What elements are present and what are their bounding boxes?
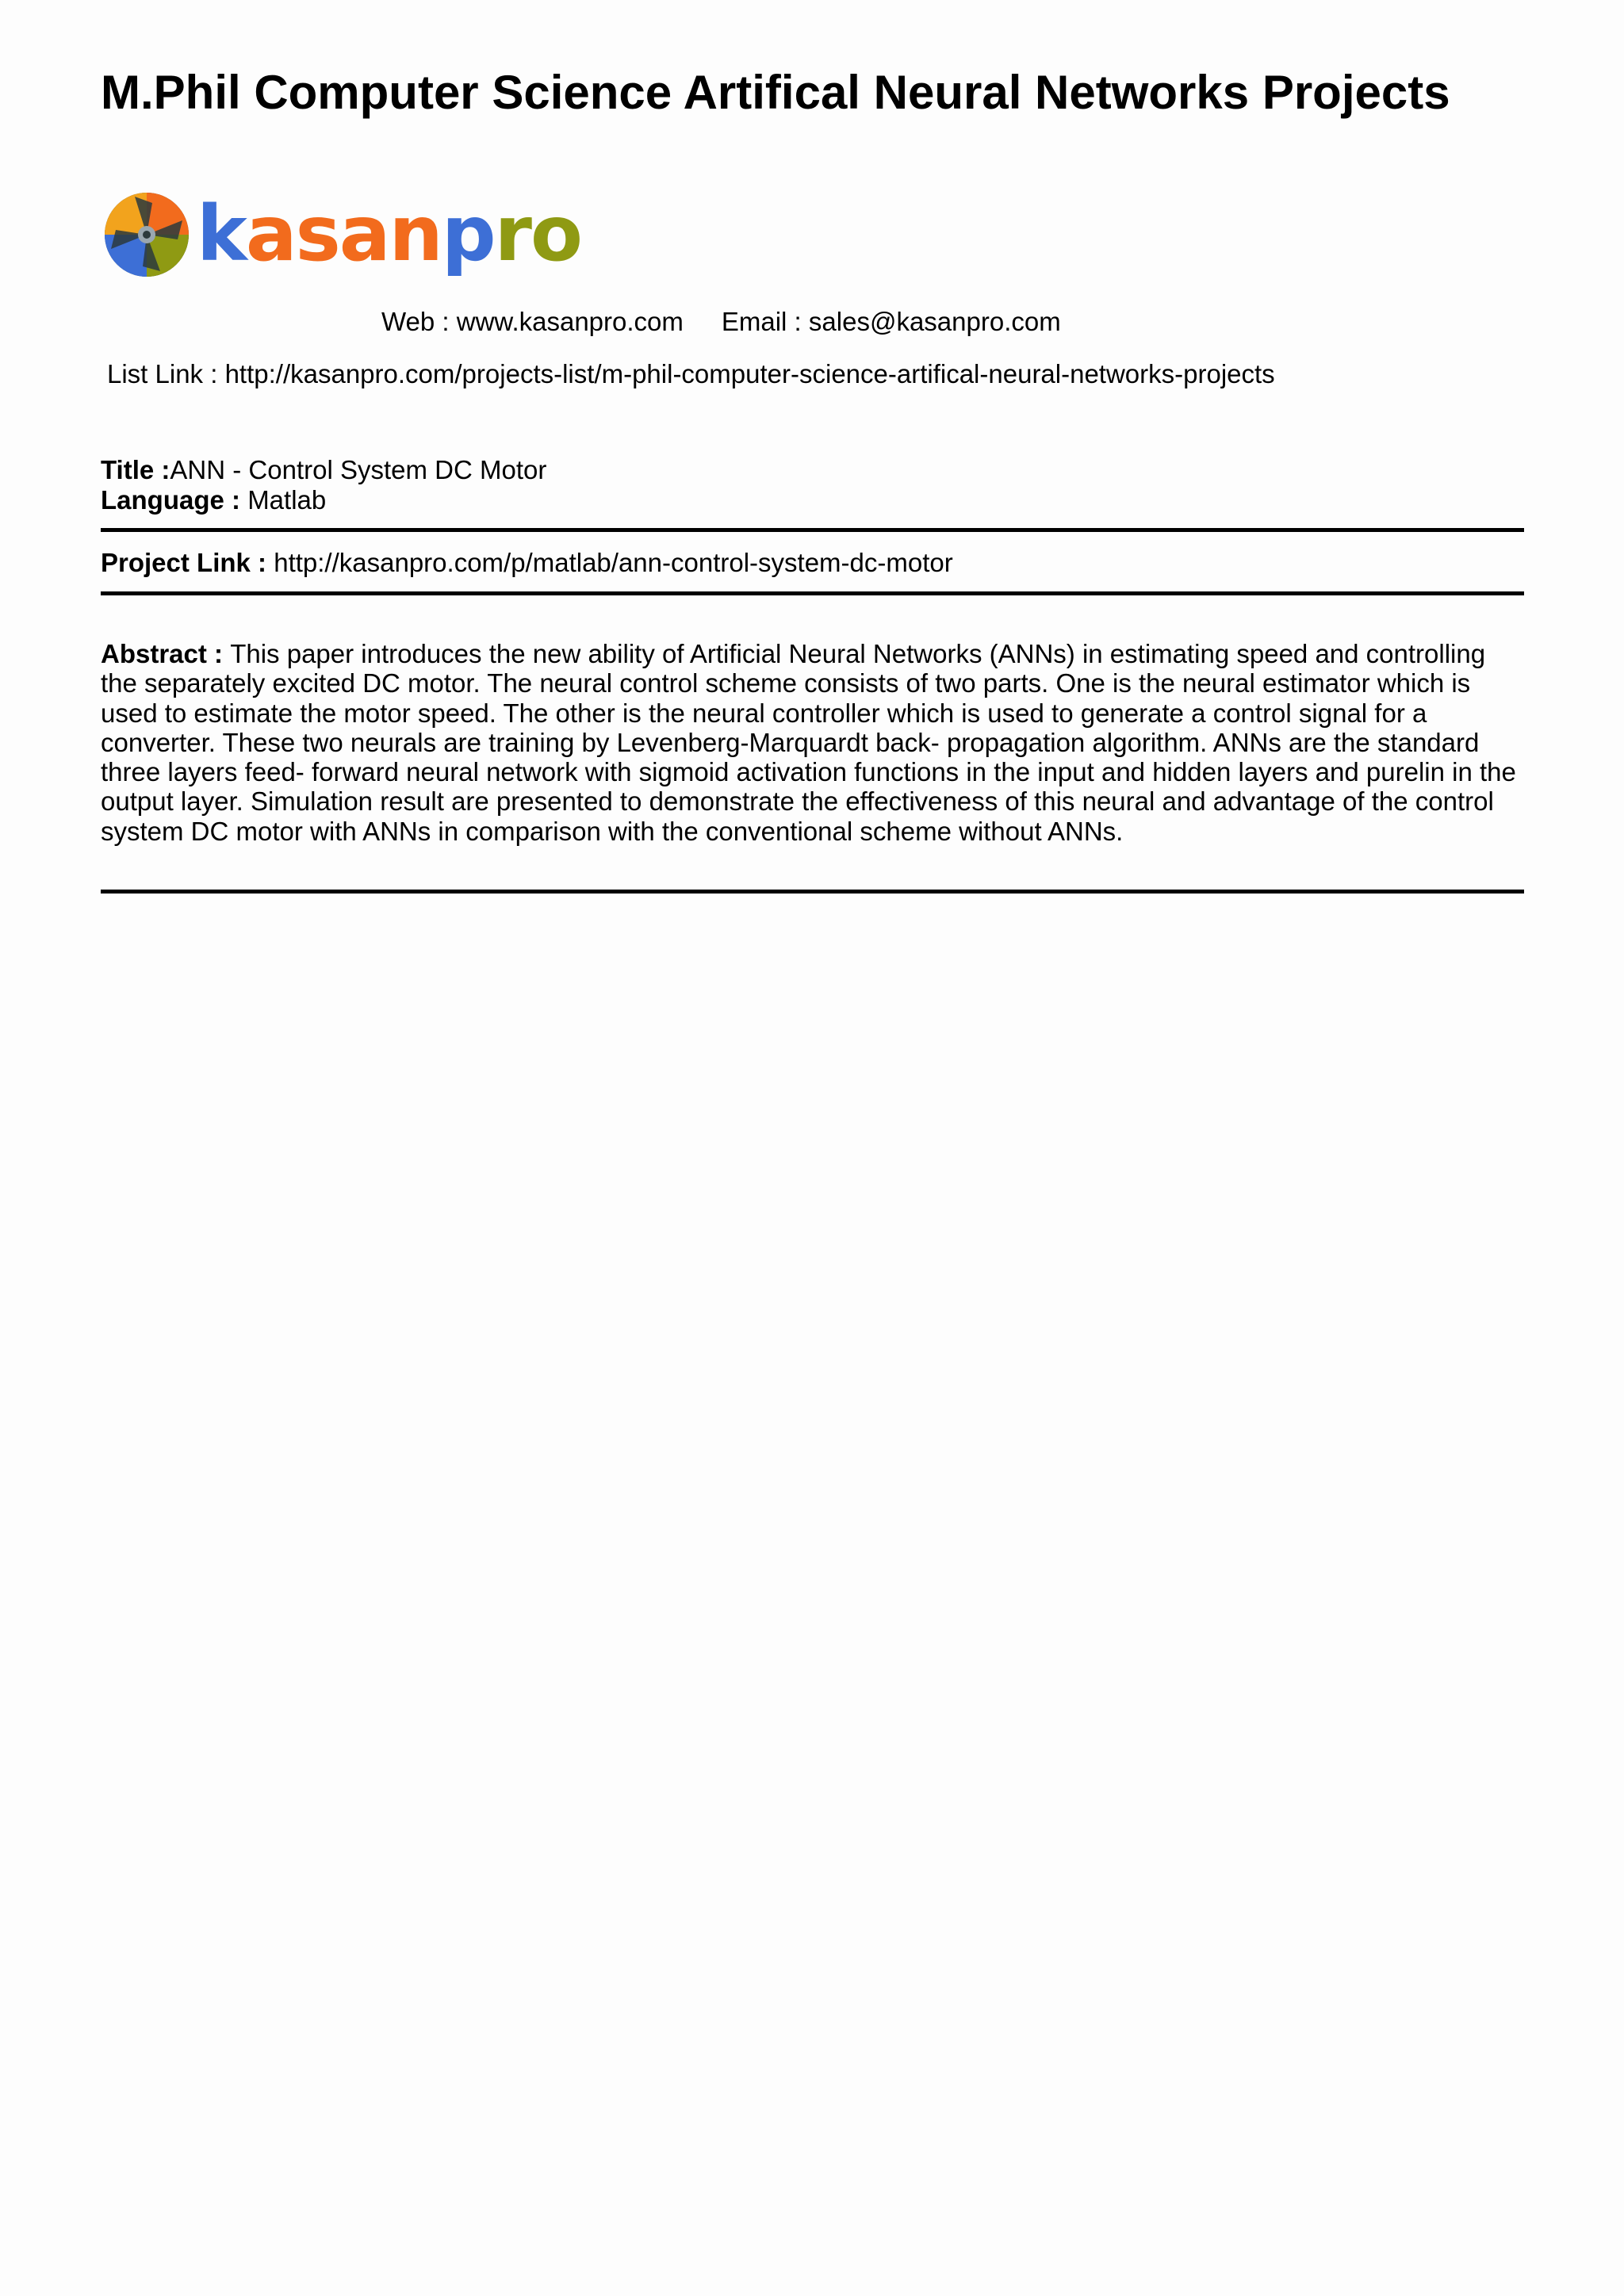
list-link-url[interactable]: http://kasanpro.com/projects-list/m-phil-computer-science-artifical-neural-networks-projects [224, 359, 1275, 388]
list-link-label: List Link : [107, 359, 225, 388]
web-link[interactable]: www.kasanpro.com [456, 307, 684, 336]
kasanpro-logo[interactable] [103, 189, 581, 284]
project-title [101, 455, 546, 485]
project-meta [101, 455, 546, 515]
title-label: Title : [101, 455, 170, 484]
project-language [101, 485, 546, 515]
divider [101, 890, 1524, 894]
abstract-label: Abstract : [101, 639, 231, 668]
project-link [101, 547, 953, 579]
aperture-logo-icon [105, 193, 189, 277]
divider [101, 528, 1524, 532]
title-value: ANN - Control System DC Motor [170, 455, 547, 484]
email-label: Email : [721, 307, 809, 336]
svg-text:kasanpro: kasanpro [197, 189, 581, 278]
language-label: Language : [101, 485, 248, 515]
project-link-label: Project Link : [101, 548, 274, 577]
list-link [107, 358, 1275, 390]
project-link-url[interactable]: http://kasanpro.com/p/matlab/ann-control-system-dc-motor [274, 548, 953, 577]
abstract-text: This paper introduces the new ability of Artificial Neural Networks (ANNs) in estimating speed and controlling the separately excited DC motor. The neural control scheme consists of two parts. One is the neural estimator which is used to estimate the motor speed. The other is the neural controller which is used to generate a control signal for a converter. These two neurals are training by Levenberg-Marquardt back- propagation algorithm. ANNs are the standard three layers feed- forward neural network with sigmoid activation functions in the input and hidden layers and purelin in the output layer. Simulation result are presented to demonstrate the effectiveness of this neural and advantage of the control system DC motor with ANNs in comparison with the conventional scheme without ANNs. [101, 639, 1516, 846]
divider [101, 591, 1524, 595]
abstract [101, 639, 1524, 846]
page-title: M.Phil Computer Science Artifical Neural Networks Projects [101, 66, 1450, 119]
language-value: Matlab [247, 485, 327, 515]
web-label: Web : [381, 307, 457, 336]
email-link[interactable]: sales@kasanpro.com [808, 307, 1061, 336]
contact-line [381, 306, 1061, 338]
